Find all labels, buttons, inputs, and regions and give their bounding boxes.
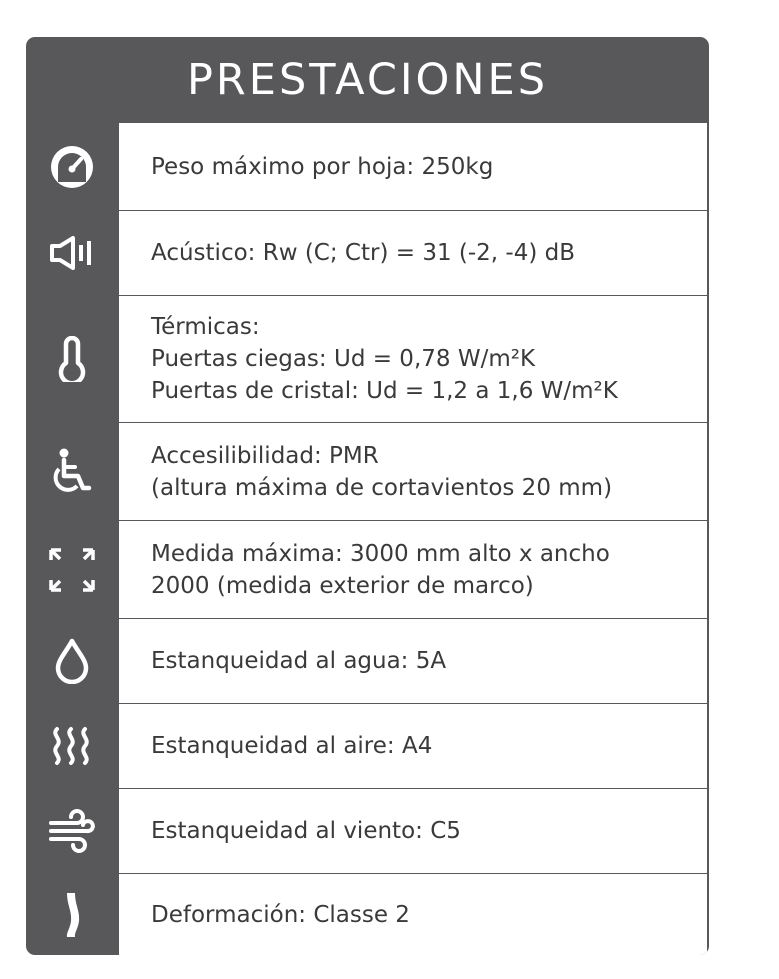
row-water-tightness: [26, 619, 709, 703]
row-line: Térmicas:: [151, 314, 260, 340]
table-title: PRESTACIONES: [186, 55, 549, 105]
row-line: Estanqueidad al viento: C5: [151, 818, 461, 844]
row-line: Puertas ciegas: Ud = 0,78 W/m²K: [151, 346, 536, 372]
row-acoustic: [26, 211, 709, 295]
thermometer-icon: [26, 296, 118, 422]
row-accessibility: [26, 423, 709, 520]
deformation-icon: [26, 874, 118, 955]
gauge-icon: [26, 123, 118, 210]
wheelchair-icon: [26, 423, 118, 520]
row-line: Estanqueidad al aire: A4: [151, 733, 433, 759]
wind-icon: [26, 789, 118, 873]
row-line: (altura máxima de cortavientos 20 mm): [151, 474, 613, 501]
row-text: [119, 704, 707, 788]
row-text: [119, 211, 707, 295]
row-text: [119, 619, 707, 703]
water-drop-icon: [26, 619, 118, 703]
row-text: [119, 123, 707, 210]
row-deformation: [26, 874, 709, 955]
heat-waves-icon: [26, 704, 118, 788]
row-max-weight: [26, 123, 709, 210]
row-thermal: [26, 296, 709, 422]
row-line: Peso máximo por hoja: 250kg: [151, 153, 494, 180]
row-line: Medida máxima: 3000 mm alto x ancho: [151, 540, 610, 567]
row-text: [119, 521, 707, 618]
row-text: [119, 874, 707, 955]
row-line: 2000 (medida exterior de marco): [151, 572, 534, 599]
row-text: [119, 296, 707, 422]
row-line: Acústico: Rw (C; Ctr) = 31 (-2, -4) dB: [151, 240, 576, 266]
expand-arrows-icon: [26, 521, 118, 618]
row-max-size: [26, 521, 709, 618]
row-line: Deformación: Classe 2: [151, 901, 410, 928]
row-text: [119, 789, 707, 873]
row-line: Puertas de cristal: Ud = 1,2 a 1,6 W/m²K: [151, 378, 618, 404]
performance-table: [26, 37, 709, 955]
row-text: [119, 423, 707, 520]
row-line: Accesilibilidad: PMR: [151, 442, 379, 469]
speaker-icon: [26, 211, 118, 295]
row-line: Estanqueidad al agua: 5A: [151, 648, 447, 674]
row-air-tightness: [26, 704, 709, 788]
row-wind-tightness: [26, 789, 709, 873]
